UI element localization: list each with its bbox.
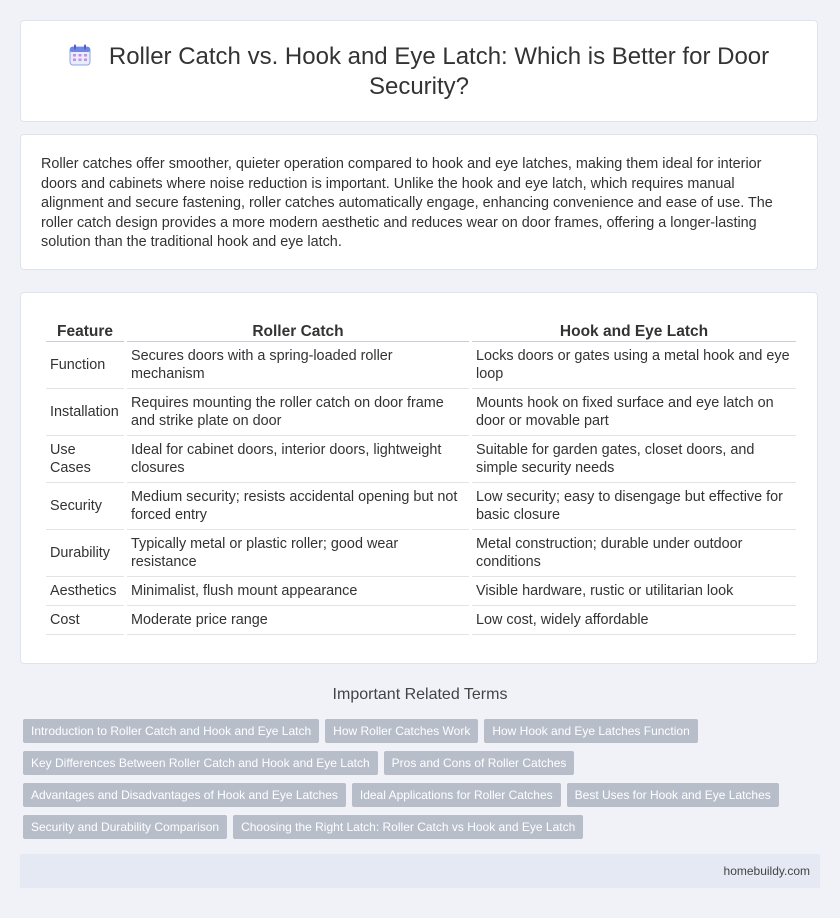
related-term-tag[interactable]: Introduction to Roller Catch and Hook and Eye Latch	[23, 719, 319, 743]
table-header-row	[46, 313, 796, 342]
roller-catch-cell: Minimalist, flush mount appearance	[127, 577, 469, 606]
related-term-tag[interactable]: Ideal Applications for Roller Catches	[352, 783, 561, 807]
hook-and-eye-cell: Mounts hook on fixed surface and eye latch on door or movable part	[472, 389, 796, 436]
table-row	[46, 342, 796, 389]
related-term-tag[interactable]: Advantages and Disadvantages of Hook and Eye Latches	[23, 783, 346, 807]
hook-and-eye-cell: Visible hardware, rustic or utilitarian look	[472, 577, 796, 606]
roller-catch-cell: Medium security; resists accidental opening but not forced entry	[127, 483, 469, 530]
intro-card	[20, 134, 818, 270]
table-row	[46, 483, 796, 530]
hook-and-eye-cell: Metal construction; durable under outdoor conditions	[472, 530, 796, 577]
table-row	[46, 530, 796, 577]
header-hook-and-eye: Hook and Eye Latch	[472, 313, 796, 342]
roller-catch-cell: Typically metal or plastic roller; good wear resistance	[127, 530, 469, 577]
roller-catch-cell: Ideal for cabinet doors, interior doors, lightweight closures	[127, 436, 469, 483]
comparison-table	[43, 313, 799, 635]
header-roller-catch: Roller Catch	[127, 313, 469, 342]
related-terms-list	[23, 719, 803, 847]
feature-cell: Durability	[46, 530, 124, 577]
intro-paragraph: Roller catches offer smoother, quieter operation compared to hook and eye latches, making them ideal for interior doors and cabinets where noise reduction is important. Unlike the hook and eye latch, which requires manual alignment and secure fastening, roller catches automatically engage, enhancing convenience and ease of use. The roller catch design provides a more modern aesthetic and reduces wear on door frames, offering a longer-lasting solution than the traditional hook and eye latch.	[41, 156, 773, 250]
feature-cell: Function	[46, 342, 124, 389]
table-row	[46, 606, 796, 635]
roller-catch-cell: Secures doors with a spring-loaded roller mechanism	[127, 342, 469, 389]
hook-and-eye-cell: Locks doors or gates using a metal hook and eye loop	[472, 342, 796, 389]
tag-row	[23, 815, 803, 847]
feature-cell: Aesthetics	[46, 577, 124, 606]
related-term-tag[interactable]: Best Uses for Hook and Eye Latches	[567, 783, 779, 807]
related-term-tag[interactable]: Choosing the Right Latch: Roller Catch vs Hook and Eye Latch	[233, 815, 583, 839]
feature-cell: Installation	[46, 389, 124, 436]
hook-and-eye-cell: Low cost, widely affordable	[472, 606, 796, 635]
tag-row	[23, 783, 803, 815]
footer	[20, 854, 820, 888]
table-row	[46, 436, 796, 483]
related-term-tag[interactable]: Security and Durability Comparison	[23, 815, 227, 839]
header-feature: Feature	[46, 313, 124, 342]
feature-cell: Cost	[46, 606, 124, 635]
page-title-wrap	[61, 42, 777, 102]
calendar-icon	[69, 44, 91, 66]
related-term-tag[interactable]: Key Differences Between Roller Catch and Hook and Eye Latch	[23, 751, 378, 775]
hook-and-eye-cell: Low security; easy to disengage but effective for basic closure	[472, 483, 796, 530]
related-term-tag[interactable]: Pros and Cons of Roller Catches	[384, 751, 575, 775]
feature-cell: Security	[46, 483, 124, 530]
feature-cell: Use Cases	[46, 436, 124, 483]
table-row	[46, 389, 796, 436]
footer-site-link[interactable]: homebuildy.com	[723, 864, 810, 878]
tag-row	[23, 751, 803, 783]
related-term-tag[interactable]: How Roller Catches Work	[325, 719, 478, 743]
tag-row	[23, 719, 803, 751]
related-term-tag[interactable]: How Hook and Eye Latches Function	[484, 719, 697, 743]
comparison-table-card	[20, 292, 818, 664]
roller-catch-cell: Requires mounting the roller catch on door frame and strike plate on door	[127, 389, 469, 436]
roller-catch-cell: Moderate price range	[127, 606, 469, 635]
page-title: Roller Catch vs. Hook and Eye Latch: Which is Better for Door Security?	[108, 43, 770, 100]
related-terms-title: Important Related Terms	[332, 686, 508, 703]
hook-and-eye-cell: Suitable for garden gates, closet doors, and simple security needs	[472, 436, 796, 483]
table-row	[46, 577, 796, 606]
header-card	[20, 20, 818, 122]
